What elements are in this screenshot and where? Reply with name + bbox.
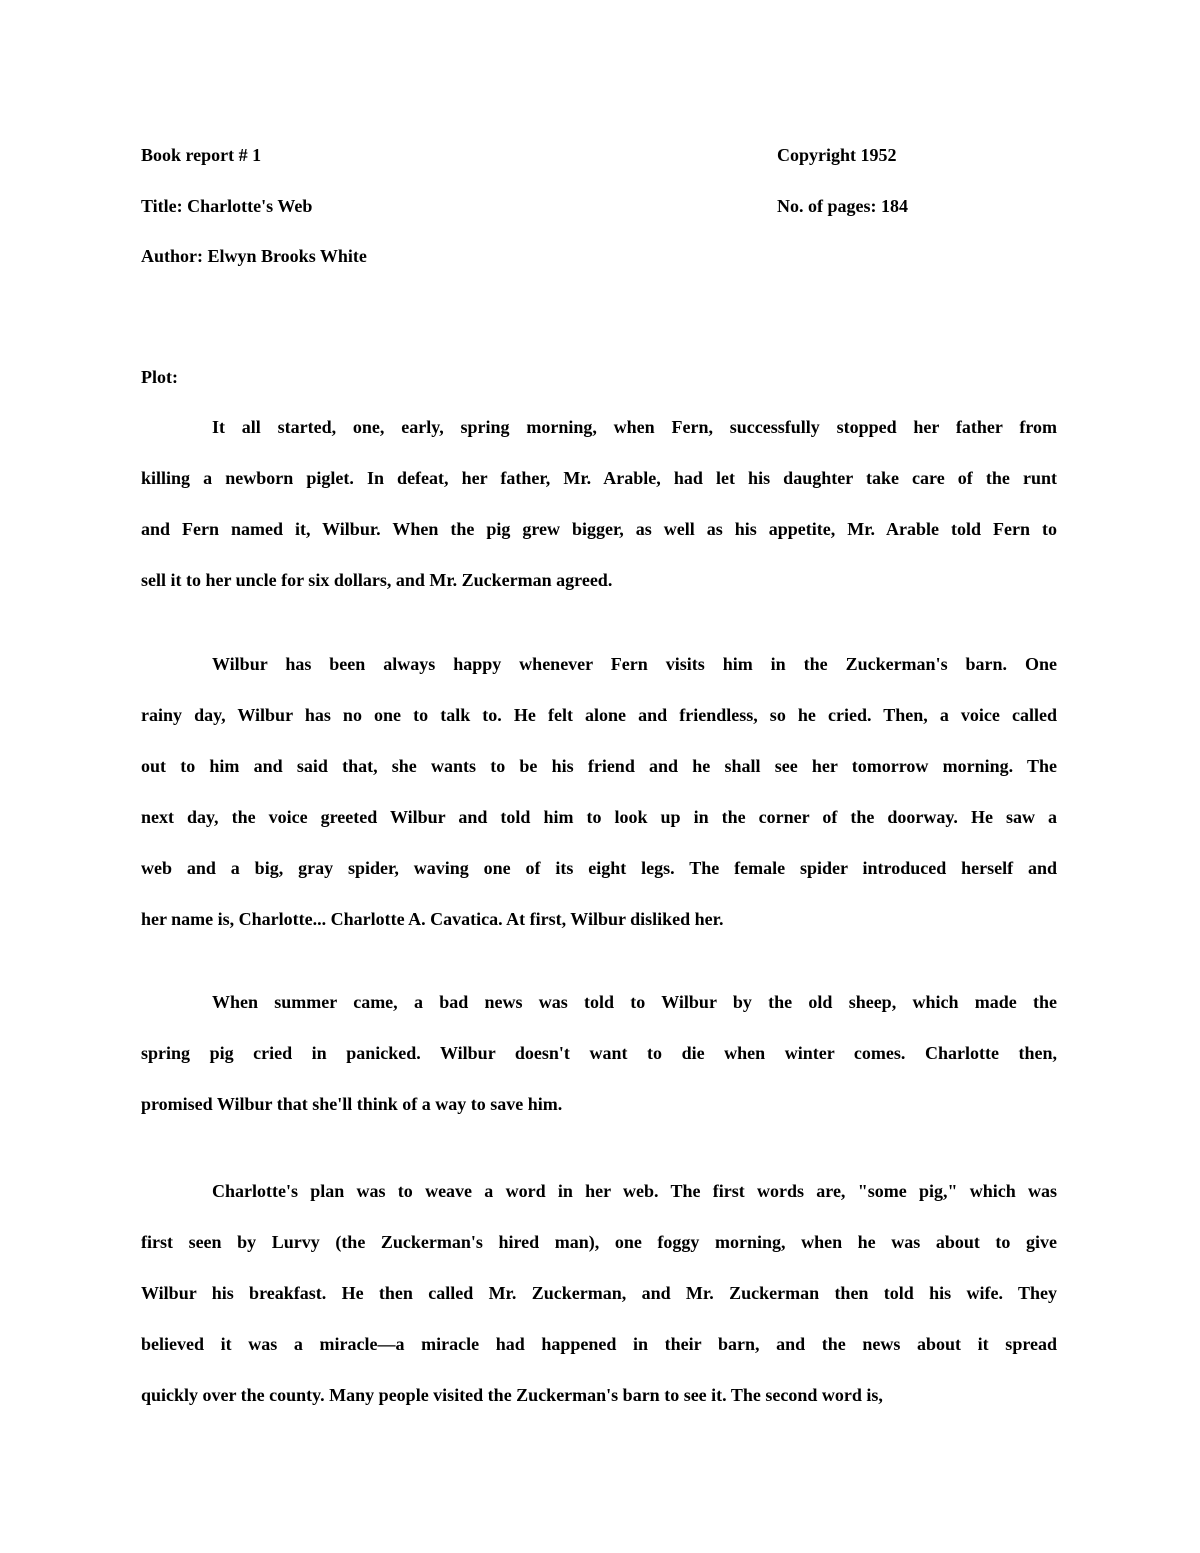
copyright: Copyright 1952 (777, 145, 897, 165)
paragraph-line: believed it was a miracle—a miracle had happened in their barn, and the news about it spread (141, 1334, 1057, 1354)
plot-paragraph (141, 990, 1057, 1143)
paragraph-line: spring pig cried in panicked. Wilbur doesn't want to die when winter comes. Charlotte then, (141, 1043, 1057, 1063)
paragraph-line: It all started, one, early, spring morning, when Fern, successfully stopped her father from (212, 417, 1057, 437)
paragraph-line: Charlotte's plan was to weave a word in her web. The first words are, "some pig," which was (212, 1181, 1057, 1201)
plot-paragraph (141, 1179, 1057, 1434)
paragraph-line: quickly over the county. Many people visited the Zuckerman's barn to see it. The second word is, (141, 1385, 883, 1405)
paragraph-line: her name is, Charlotte... Charlotte A. Cavatica. At first, Wilbur disliked her. (141, 909, 724, 929)
plot-heading: Plot: (141, 367, 178, 387)
paragraph-line: web and a big, gray spider, waving one of its eight legs. The female spider introduced herself and (141, 858, 1057, 878)
book-title: Title: Charlotte's Web (141, 196, 313, 216)
paragraph-line: and Fern named it, Wilbur. When the pig grew bigger, as well as his appetite, Mr. Arable told Fern to (141, 519, 1057, 539)
paragraph-line: first seen by Lurvy (the Zuckerman's hired man), one foggy morning, when he was about to give (141, 1232, 1057, 1252)
paragraph-line: rainy day, Wilbur has no one to talk to. He felt alone and friendless, so he cried. Then, a voice called (141, 705, 1057, 725)
paragraph-line: Wilbur his breakfast. He then called Mr. Zuckerman, and Mr. Zuckerman then told his wife. They (141, 1283, 1057, 1303)
paragraph-line: out to him and said that, she wants to be his friend and he shall see her tomorrow morning. The (141, 756, 1057, 776)
plot-paragraph (141, 652, 1057, 958)
paragraph-line: When summer came, a bad news was told to Wilbur by the old sheep, which made the (212, 992, 1057, 1012)
book-author: Author: Elwyn Brooks White (141, 246, 367, 266)
paragraph-line: sell it to her uncle for six dollars, and Mr. Zuckerman agreed. (141, 570, 613, 590)
paragraph-line: Wilbur has been always happy whenever Fern visits him in the Zuckerman's barn. One (212, 654, 1057, 674)
report-number: Book report # 1 (141, 145, 262, 165)
paragraph-line: promised Wilbur that she'll think of a way to save him. (141, 1094, 563, 1114)
plot-paragraph (141, 415, 1057, 619)
page-count: No. of pages: 184 (777, 196, 908, 216)
paragraph-line: next day, the voice greeted Wilbur and told him to look up in the corner of the doorway. He saw a (141, 807, 1057, 827)
paragraph-line: killing a newborn piglet. In defeat, her father, Mr. Arable, had let his daughter take care of the runt (141, 468, 1057, 488)
